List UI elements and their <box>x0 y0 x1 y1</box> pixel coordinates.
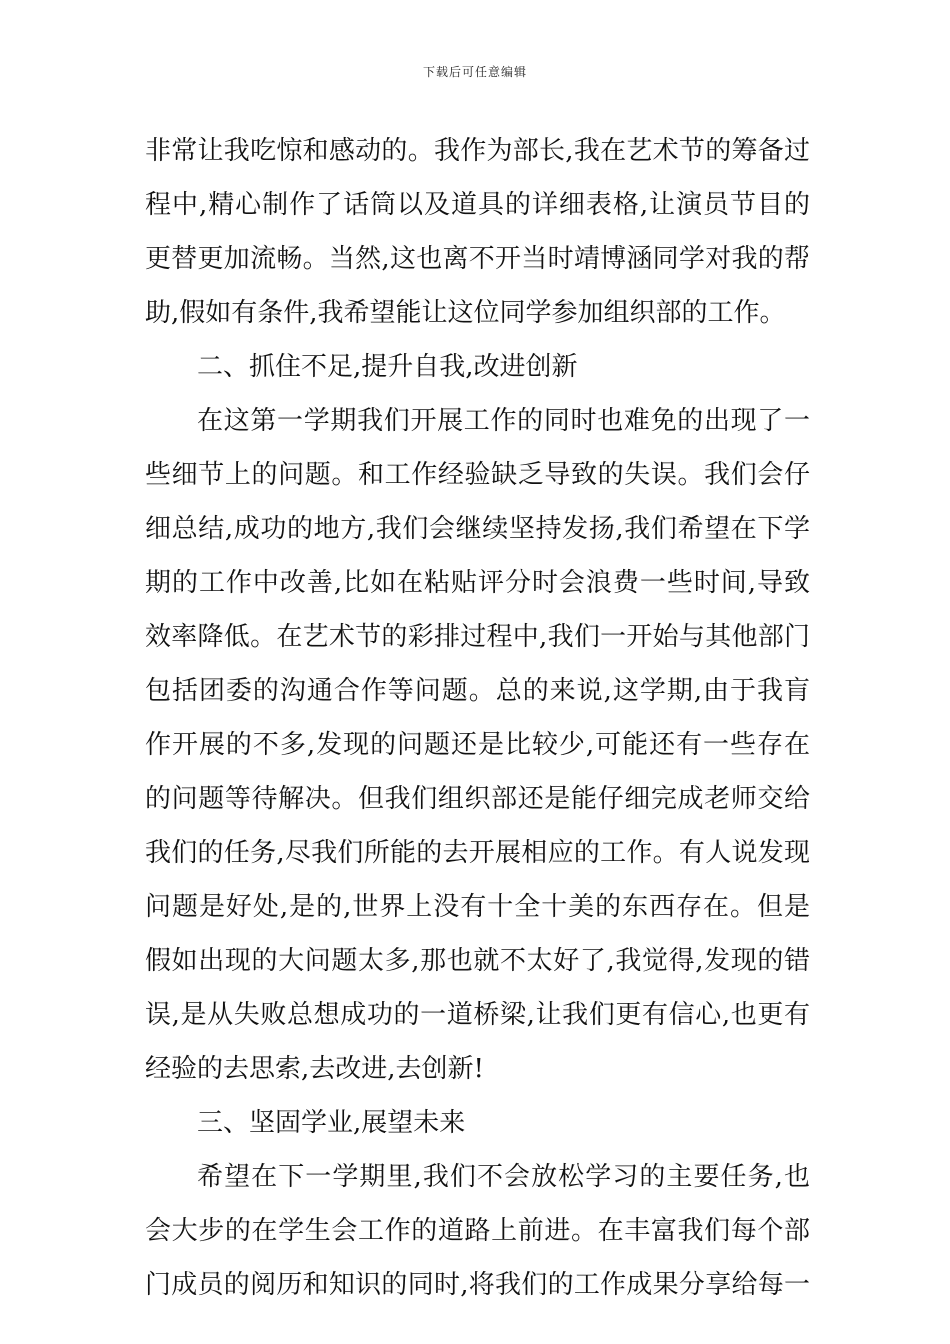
paragraph-line: 我们的任务,尽我们所能的去开展相应的工作。有人说发现 <box>145 838 810 868</box>
paragraph-line: 作开展的不多,发现的问题还是比较少,可能还有一些存在 <box>145 730 810 760</box>
paragraph-line-indented: 二、抓住不足,提升自我,改进创新 <box>197 352 578 382</box>
paragraph-line: 非常让我吃惊和感动的。我作为部长,我在艺术节的筹备过 <box>145 136 810 166</box>
paragraph-line: 效率降低。在艺术节的彩排过程中,我们一开始与其他部门 <box>145 622 810 652</box>
paragraph-line-indented: 希望在下一学期里,我们不会放松学习的主要任务,也 <box>197 1162 810 1192</box>
paragraph-line: 假如出现的大问题太多,那也就不太好了,我觉得,发现的错 <box>145 946 810 976</box>
paragraph-line: 会大步的在学生会工作的道路上前进。在丰富我们每个部 <box>145 1216 810 1246</box>
paragraph-line: 期的工作中改善,比如在粘贴评分时会浪费一些时间,导致 <box>145 568 810 598</box>
paragraph-line: 误,是从失败总想成功的一道桥梁,让我们更有信心,也更有 <box>145 1000 810 1030</box>
paragraph-line-indented: 在这第一学期我们开展工作的同时也难免的出现了一 <box>197 406 810 436</box>
paragraph-line: 些细节上的问题。和工作经验缺乏导致的失误。我们会仔 <box>145 460 810 490</box>
paragraph-line: 门成员的阅历和知识的同时,将我们的工作成果分享给每一 <box>145 1270 810 1300</box>
paragraph-line: 问题是好处,是的,世界上没有十全十美的东西存在。但是 <box>145 892 810 922</box>
paragraph-line: 更替更加流畅。当然,这也离不开当时靖博涵同学对我的帮 <box>145 244 810 274</box>
paragraph-line-indented: 三、坚固学业,展望未来 <box>197 1108 466 1138</box>
document-body <box>145 124 810 1312</box>
paragraph-line: 包括团委的沟通合作等问题。总的来说,这学期,由于我肓 <box>145 676 810 706</box>
paragraph-line: 的问题等待解决。但我们组织部还是能仔细完成老师交给 <box>145 784 810 814</box>
paragraph-line: 助,假如有条件,我希望能让这位同学参加组织部的工作。 <box>145 298 786 328</box>
paragraph-line: 细总结,成功的地方,我们会继续坚持发扬,我们希望在下学 <box>145 514 810 544</box>
paragraph-line: 经验的去思索,去改进,去创新! <box>145 1054 484 1084</box>
page-header-note: 下载后可任意编辑 <box>422 65 527 79</box>
paragraph-line: 程中,精心制作了话筒以及道具的详细表格,让演员节目的 <box>145 190 810 220</box>
